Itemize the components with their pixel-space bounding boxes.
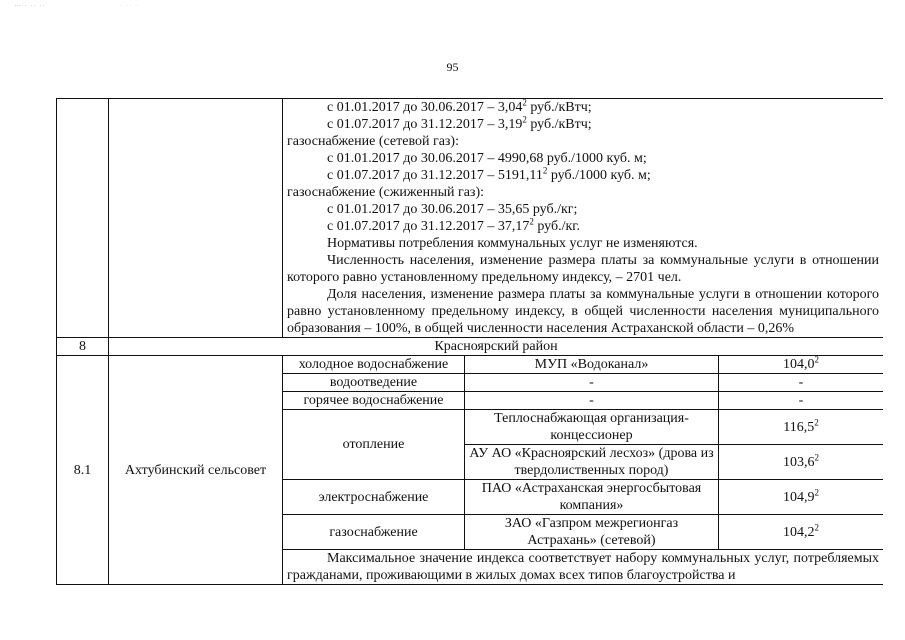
document-table-area <box>56 98 883 608</box>
footer-paragraph: Максимальное значение индекса соответствует набору коммунальных услуг, потребляемых гражданами, проживающими в жилых домах всех типов благоустройства и <box>283 550 884 585</box>
tariff-heading: газоснабжение (сжиженный газ): <box>287 185 485 200</box>
population-paragraph: Численность населения, изменение размера платы за коммунальные услуги в отношении которого равно установленному предельному индексу, – 2701 чел. <box>287 253 880 285</box>
service-name: газоснабжение <box>283 515 465 550</box>
norms-line: Нормативы потребления коммунальных услуг не изменяются. <box>327 236 698 251</box>
service-index: 104,2$^2$ <box>719 515 884 550</box>
service-org: - <box>465 374 719 392</box>
service-index: 104,0$^2$ <box>719 356 884 374</box>
scan-artifact: ⋯ ∙ ·· ∙∙ <box>14 2 46 10</box>
service-index: 116,5$^2$ <box>719 410 884 445</box>
service-name: отопление <box>283 410 465 480</box>
continuation-text-cell <box>283 99 884 338</box>
tariff-line: с 01.07.2017 до 31.12.2017 – 3,19$^2$ руб./кВтч; <box>327 114 592 132</box>
service-name: холодное водоснабжение <box>283 356 465 374</box>
section-title: Красноярский район <box>109 338 884 356</box>
section-number: 8 <box>57 338 109 356</box>
service-index: 103,6$^2$ <box>719 445 884 480</box>
tariff-heading: газоснабжение (сетевой газ): <box>287 134 459 149</box>
continuation-row <box>57 99 884 338</box>
service-index: 104,9$^2$ <box>719 480 884 515</box>
page-number: 95 <box>446 60 459 74</box>
service-name: водоотведение <box>283 374 465 392</box>
scan-artifact: · ·· · <box>120 2 139 10</box>
service-org: Теплоснабжающая организация-концессионер <box>465 410 719 445</box>
continuation-name-cell <box>109 99 283 338</box>
service-row <box>57 356 884 374</box>
service-org: МУП «Водоканал» <box>465 356 719 374</box>
tariff-line: с 01.01.2017 до 30.06.2017 – 4990,68 руб./1000 куб. м; <box>327 151 647 166</box>
subsection-name: Ахтубинский сельсовет <box>109 356 283 585</box>
service-org: АУ АО «Красноярский лесхоз» (дрова из твердолиственных пород) <box>465 445 719 480</box>
subsection-number: 8.1 <box>57 356 109 585</box>
service-name: электроснабжение <box>283 480 465 515</box>
share-paragraph: Доля населения, изменение размера платы за коммунальные услуги в отношении которого равно установленному предельному индексу, в общей численности населения муниципального образования – 100%, в общей численности населения Астраханской области – 0,26% <box>287 287 880 336</box>
service-index: - <box>719 392 884 410</box>
service-org: - <box>465 392 719 410</box>
service-org: ПАО «Астраханская энергосбытовая компания» <box>465 480 719 515</box>
section-row <box>57 338 884 356</box>
tariff-line: с 01.01.2017 до 30.06.2017 – 3,04$^2$ руб./кВтч; <box>327 98 592 115</box>
continuation-num-cell <box>57 99 109 338</box>
service-index: - <box>719 374 884 392</box>
tariff-line: с 01.01.2017 до 30.06.2017 – 35,65 руб./кг; <box>327 202 578 217</box>
service-org: ЗАО «Газпром межрегионгаз Астрахань» (сетевой) <box>465 515 719 550</box>
tariff-table <box>56 98 883 585</box>
tariff-line: с 01.07.2017 до 31.12.2017 – 5191,11$^2$ руб./1000 куб. м; <box>327 165 651 183</box>
tariff-line: с 01.07.2017 до 31.12.2017 – 37,17$^2$ руб./кг. <box>327 216 580 234</box>
service-name: горячее водоснабжение <box>283 392 465 410</box>
